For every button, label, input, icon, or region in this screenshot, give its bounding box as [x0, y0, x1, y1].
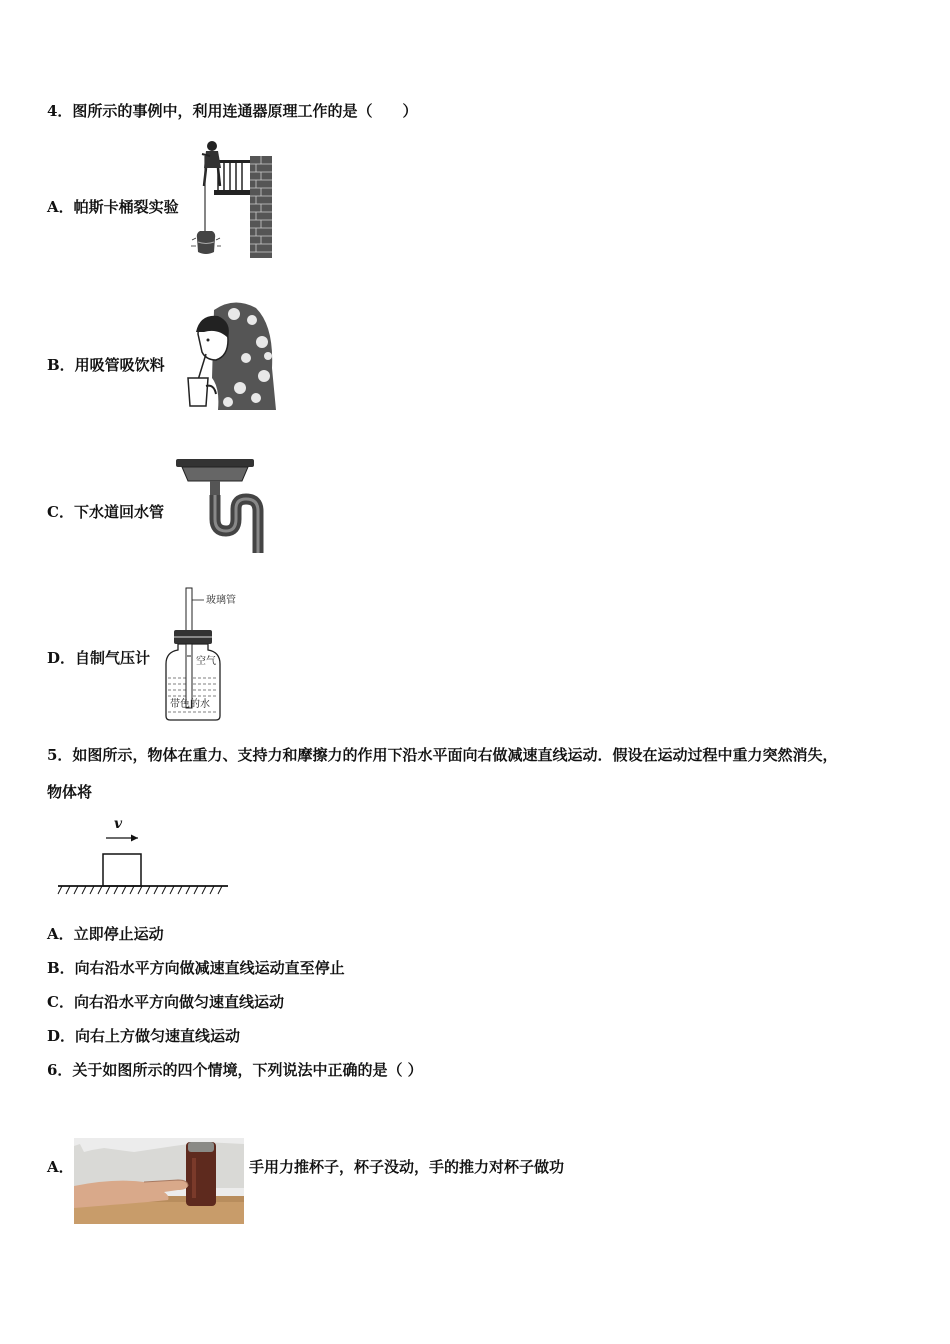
q4-option-c[interactable]: C．下水道回水管 — [47, 503, 164, 521]
glass-tube-label: 玻璃管 — [206, 595, 236, 606]
q4-option-a[interactable]: A．帕斯卡桶裂实验 — [47, 198, 179, 216]
straw-drinking-figure — [184, 298, 278, 414]
q5-option-a[interactable]: A．立即停止运动 — [47, 925, 164, 943]
arrow-right-icon — [131, 835, 138, 842]
drain-trap-figure — [176, 457, 272, 557]
q5-option-b[interactable]: B．向右沿水平方向做减速直线运动直至停止 — [47, 959, 345, 977]
q5-option-d[interactable]: D．向右上方做匀速直线运动 — [47, 1027, 241, 1045]
q6-option-a-text[interactable]: 手用力推杯子，杯子没动，手的推力对杯子做功 — [249, 1158, 565, 1176]
q4-stem: 4．图所示的事例中，利用连通器原理工作的是（ ） — [47, 102, 418, 120]
air-label: 空气 — [196, 656, 216, 667]
q5-option-c[interactable]: C．向右沿水平方向做匀速直线运动 — [47, 993, 284, 1011]
q4-option-d[interactable]: D．自制气压计 — [47, 649, 151, 667]
q6-option-a-letter[interactable]: A． — [47, 1158, 74, 1176]
homemade-barometer-figure — [160, 586, 250, 724]
velocity-label: v — [114, 816, 123, 832]
push-cup-photo — [74, 1138, 244, 1224]
q5-stem-line2: 物体将 — [47, 783, 93, 801]
colored-water-label: 带色的水 — [170, 699, 210, 710]
q4-option-b[interactable]: B．用吸管吸饮料 — [47, 356, 165, 374]
block — [103, 854, 141, 886]
sliding-block-figure — [56, 812, 232, 896]
q5-stem-line1: 5．如图所示，物体在重力、支持力和摩擦力的作用下沿水平面向右做减速直线运动．假设在运动过程中重力突然消失， — [47, 746, 838, 764]
q6-stem: 6．关于如图所示的四个情境，下列说法中正确的是（ ） — [47, 1061, 423, 1079]
pascal-barrel-figure — [188, 138, 274, 260]
